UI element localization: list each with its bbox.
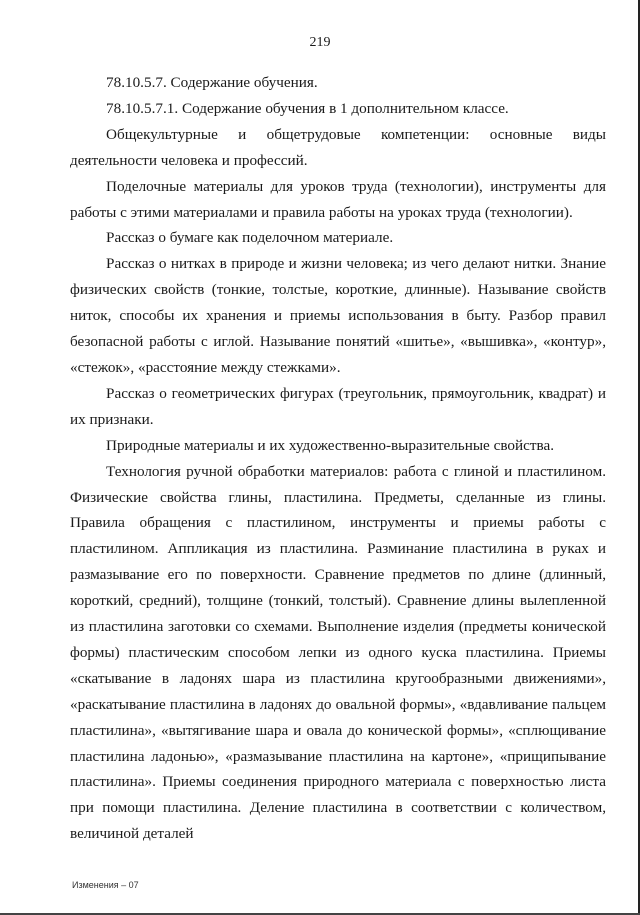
paragraph: Природные материалы и их художественно-выразительные свойства. [106,436,555,454]
subsection-heading: 78.10.5.7.1. Содержание обучения в 1 дополнительном классе. [106,99,509,117]
paragraph: Поделочные материалы для уроков труда (технологии), инструменты для работы с этими материалами и правила работы на уроках труда (технологии). [70,177,606,221]
paragraph: Рассказ о нитках в природе и жизни человека; из чего делают нитки. Знание физических свойств (тонкие, толстые, короткие, длинные). Называние свойств ниток, способы их хранения и приемы использования в быту. Разбор правил безопасной работы с иглой. Называние понятий «шитье», «вышивка», «контур», «стежок», «расстояние между стежками». [70,255,606,376]
footer-revision-note: Изменения – 07 [72,880,139,890]
paragraph: Рассказ о бумаге как поделочном материале. [106,229,394,247]
paragraph: Рассказ о геометрических фигурах (треугольник, прямоугольник, квадрат) и их признаки. [70,384,606,428]
section-heading: 78.10.5.7. Содержание обучения. [106,74,318,91]
paragraph: Технология ручной обработки материалов: работа с глиной и пластилином. Физические свойства глины, пластилина. Предметы, сделанные из глины. Правила обращения с пластилином, инструменты и приемы работы с пластилином. Аппликация из пластилина. Разминание пластилина в руках и размазывание его по поверхности. Сравнение предметов по длине (длинный, короткий, средний), толщине (тонкий, толстый). Сравнение длины вылепленной из пластилина заготовки со схемами. Выполнение изделия (предметы конической формы) пластическим способом лепки из одного куска пластилина. Приемы «скатывание в ладонях шара из пластилина кругообразными движениями», «раскатывание пластилина в ладонях до овальной формы», «вдавливание пальцем пластилина», «вытягивание шара и овала до конической формы», «сплющивание пластилина ладонью», «размазывание пластилина на картоне», «прищипывание пластилина». Приемы соединения природного материала с поверхностью листа при помощи пластилина. Деление пластилина в соответствии с количеством, величиной деталей [70,462,606,843]
paragraph: Общекультурные и общетрудовые компетенции: основные виды деятельности человека и профессий. [70,125,606,169]
document-body [70,70,606,847]
page-number: 219 [309,35,331,50]
